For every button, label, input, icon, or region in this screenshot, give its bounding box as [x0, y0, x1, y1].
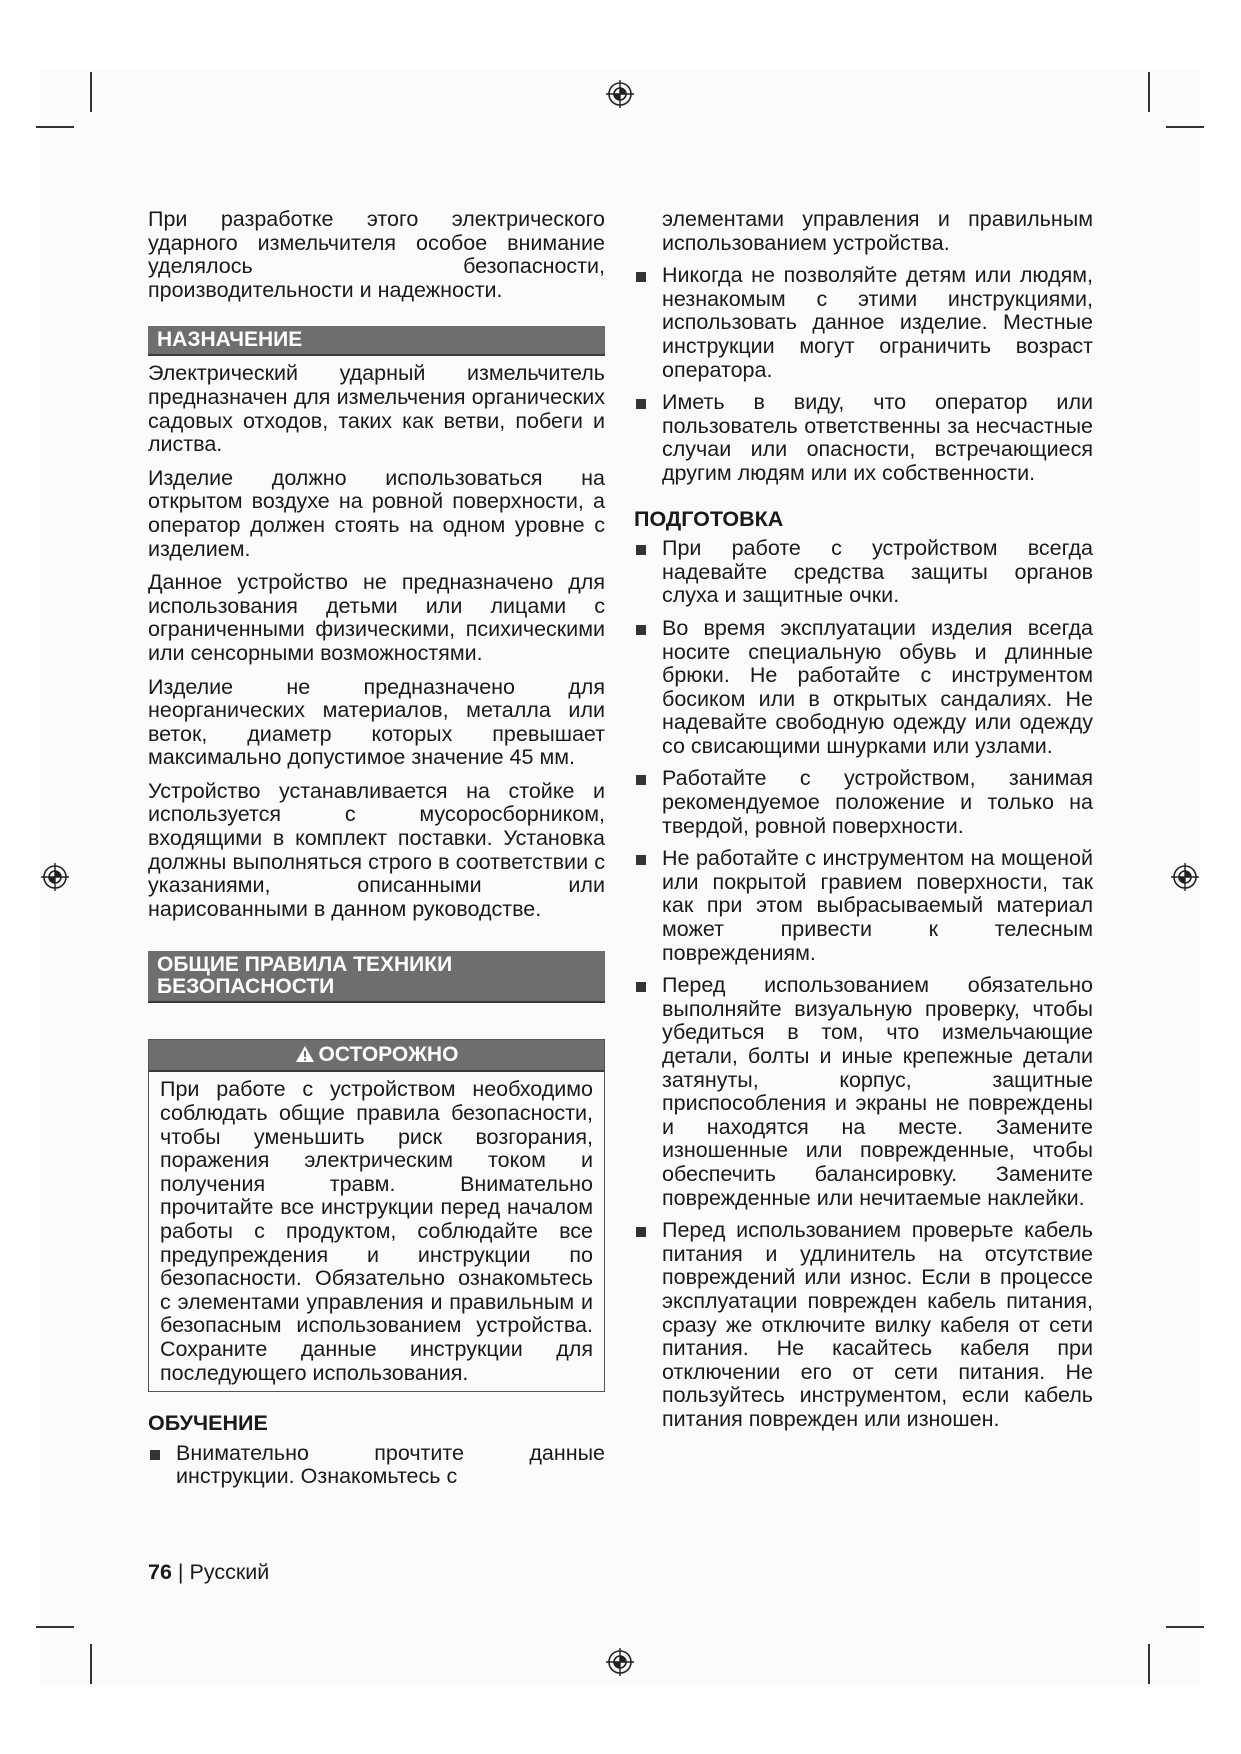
crop-mark [90, 1644, 92, 1684]
warning-label: ОСТОРОЖНО [318, 1043, 459, 1067]
footer-language: Русский [189, 1560, 270, 1584]
purpose-paragraph: Электрический ударный измельчитель предназначен для измельчения органических садовых отходов, таких как ветви, побеги и листва. [148, 361, 605, 457]
bullet-square-icon [636, 625, 646, 635]
section-heading-preparation: ПОДГОТОВКА [634, 506, 784, 531]
list-item [634, 537, 1093, 608]
section-heading-training: ОБУЧЕНИЕ [148, 1411, 268, 1436]
purpose-paragraph: Данное устройство не предназначено для использования детьми или лицами с ограниченными физическими, психическими или сенсорными возможностями. [148, 570, 605, 665]
preparation-item-text: Перед использованием проверьте кабель питания и удлинитель на отсутствие повреждений или износ. Если в процессе эксплуатации поврежден кабель питания, сразу же отключите вилку кабеля от сети питания. Не касайтесь кабеля при отключении его от сети питания. Не пользуйтесь инструментом, если кабель питания поврежден или изношен. [662, 1218, 1093, 1431]
bullet-square-icon [636, 399, 646, 409]
preparation-item-text: При работе с устройством всегда надевайте средства защиты органов слуха и защитные очки. [662, 536, 1093, 608]
safety-heading-line: БЕЗОПАСНОСТИ [157, 975, 335, 999]
bullet-square-icon [150, 1450, 160, 1460]
crop-mark [1166, 1626, 1204, 1628]
bullet-square-icon [636, 775, 646, 785]
registration-mark-icon [1170, 862, 1200, 892]
crop-mark [90, 72, 92, 112]
list-item [634, 617, 1093, 759]
registration-mark-icon [605, 79, 635, 109]
right-column [634, 208, 1093, 1441]
preparation-item-text: Не работайте с инструментом на мощеной или покрытой гравием поверхности, так как при этом выбрасываемый материал может привести к телесным повреждениям. [662, 846, 1093, 965]
section-heading-purpose: НАЗНАЧЕНИЕ [148, 326, 605, 356]
list-item [634, 847, 1093, 965]
bullet-square-icon [636, 855, 646, 865]
preparation-list [634, 537, 1093, 1431]
preparation-item-text: Работайте с устройством, занимая рекомендуемое положение и только на твердой, ровной поверхности. [662, 766, 1093, 838]
warning-text: При работе с устройством необходимо соблюдать общие правила безопасности, чтобы уменьшить риск возгорания, поражения электрическим током и получения травм. Внимательно прочитайте все инструкции перед началом работы с продуктом, соблюдайте все предупреждения и инструкции по безопасности. Обязательно ознакомьтесь с элементами управления и правильным и безопасным использованием устройства. Сохраните данные инструкции для последующего использования. [160, 1077, 593, 1385]
bullet-square-icon [636, 545, 646, 555]
section-heading-safety [148, 951, 605, 1003]
crop-mark [1148, 72, 1150, 112]
page-footer [148, 1560, 269, 1585]
intro-paragraph: При разработке этого электрического ударного измельчителя особое внимание уделялось безопасности, производительности и надежности. [148, 207, 605, 302]
bullet-square-icon [636, 1227, 646, 1237]
registration-mark-icon [605, 1647, 635, 1677]
warning-triangle-icon [295, 1045, 315, 1063]
training-item-text: Никогда не позволяйте детям или людям, незнакомым с этими инструкциями, использовать данное изделие. Местные инструкции могут ограничить возраст оператора. [662, 263, 1093, 382]
bullet-square-icon [636, 982, 646, 992]
warning-header [149, 1040, 604, 1072]
purpose-paragraph: Изделие не предназначено для неорганических материалов, металла или веток, диаметр которых превышает максимально допустимое значение 45 мм. [148, 674, 605, 770]
crop-mark [1166, 126, 1204, 128]
warning-box [148, 1039, 605, 1392]
purpose-paragraph: Устройство устанавливается на стойке и используется с мусоросборником, входящими в комплект поставки. Установка должны выполняться строго в соответствии с указаниями, описанными или нарисованными в данном руководстве. [148, 778, 605, 921]
list-item [634, 264, 1093, 382]
bullet-square-icon [636, 272, 646, 282]
crop-mark [36, 1626, 74, 1628]
preparation-item-text: Во время эксплуатации изделия всегда носите специальную обувь и длинные брюки. Не работайте с инструментом босиком или в открытых сандалиях. Не надевайте свободную одежду или одежду со свисающими шнурками или узлами. [662, 615, 1093, 758]
safety-heading-line: ОБЩИЕ ПРАВИЛА ТЕХНИКИ [157, 953, 453, 977]
training-item-text: Внимательно прочтите данные инструкции. Ознакомьтесь с [176, 1440, 605, 1489]
list-item [634, 974, 1093, 1210]
list-item [148, 1442, 605, 1489]
list-item [634, 391, 1093, 485]
registration-mark-icon [40, 862, 70, 892]
training-item-text: Иметь в виду, что оператор или пользователь ответственны за несчастные случаи или опасности, встречающиеся другим людям или их собственности. [662, 390, 1093, 485]
training-list-continued [634, 264, 1093, 485]
list-item [634, 767, 1093, 838]
training-list [148, 1442, 605, 1489]
list-item [634, 1219, 1093, 1431]
page-number: 76 [148, 1560, 172, 1584]
footer-separator: | [177, 1560, 184, 1584]
purpose-paragraph: Изделие должно использоваться на открытом воздухе на ровной поверхности, а оператор должен стоять на одном уровне с изделием. [148, 465, 605, 561]
preparation-item-text: Перед использованием обязательно выполняйте визуальную проверку, чтобы убедиться в том, что измельчающие детали, болты и иные крепежные детали затянуты, корпус, защитные приспособления и экраны не повреждены и находятся на месте. Замените изношенные или поврежденные, чтобы обеспечить балансировку. Замените поврежденные или нечитаемые наклейки. [662, 973, 1093, 1210]
crop-mark [1148, 1644, 1150, 1684]
training-item-continuation: элементами управления и правильным использованием устройства. [662, 207, 1093, 255]
crop-mark [36, 126, 74, 128]
left-column [148, 208, 605, 1498]
